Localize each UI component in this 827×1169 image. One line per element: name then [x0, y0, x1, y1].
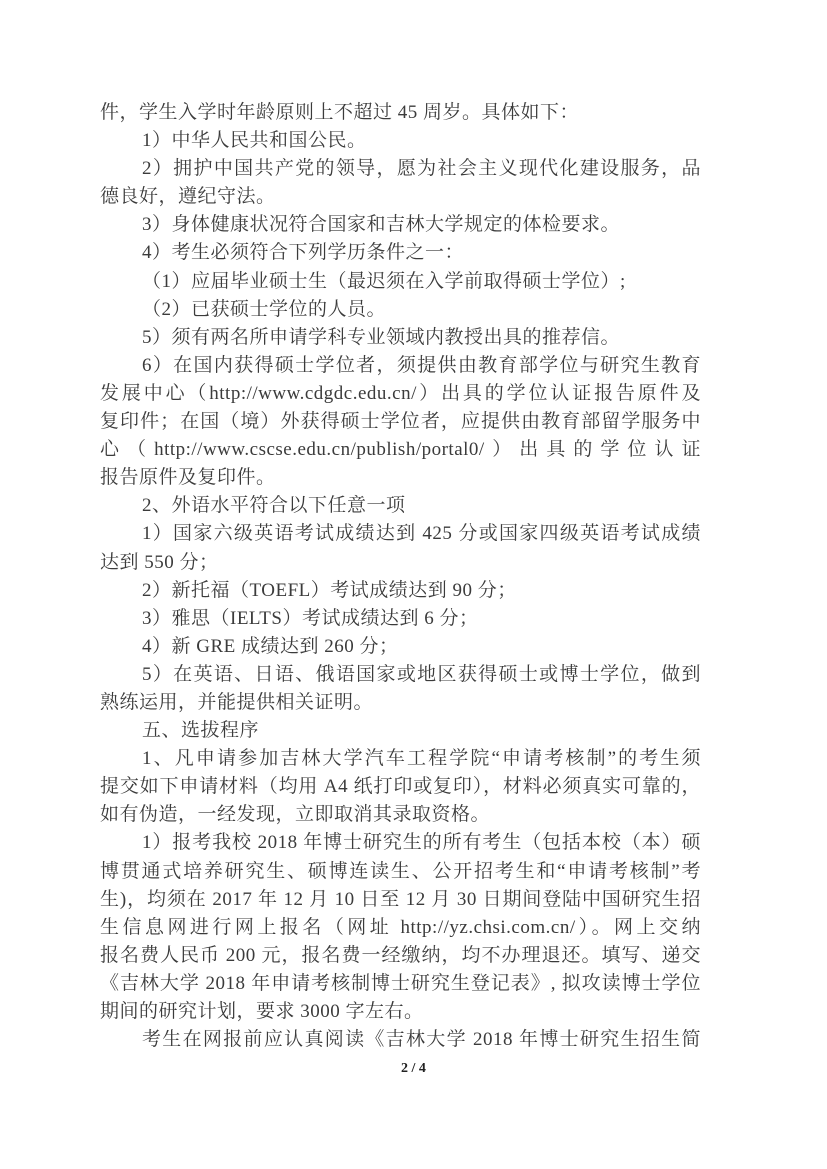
text-line: 期间的研究计划，要求 3000 字左右。 — [100, 1001, 424, 1022]
text-line: 3）身体健康状况符合国家和吉林大学规定的体检要求。 — [142, 214, 621, 236]
text-line: 如有伪造，一经发现，立即取消其录取资格。 — [100, 804, 491, 826]
text-line: 6）在国内获得硕士学位者，须提供由教育部学位与研究生教育 — [142, 354, 701, 376]
text-line: 提交如下申请材料（均用 A4 纸打印或复印），材料必须真实可靠的， — [100, 776, 701, 798]
page-number: 2 / 4 — [401, 1061, 426, 1076]
text-line: 熟练运用，并能提供相关证明。 — [100, 691, 374, 713]
text-line: 五、选拔程序 — [142, 720, 260, 742]
text-line: 4）新 GRE 成绩达到 260 分； — [142, 635, 399, 657]
text-line: 1）中华人民共和国公民。 — [142, 130, 367, 152]
text-line: 报告原件及复印件。 — [100, 467, 276, 489]
text-line: 生信息网进行网上报名（网址 http://yz.chsi.com.cn/）。网上交纳 — [100, 916, 701, 938]
text-line: 生)，均须在 2017 年 12 月 10 日至 12 月 30 日期间登陆中国研究生招 — [100, 888, 701, 910]
text-line: 5）在英语、日语、俄语国家或地区获得硕士或博士学位，做到 — [142, 663, 701, 685]
text-line: 2）拥护中国共产党的领导，愿为社会主义现代化建设服务，品 — [142, 158, 701, 180]
text-line: 1、凡申请参加吉林大学汽车工程学院“申请考核制”的考生须 — [142, 748, 701, 770]
text-line: 5）须有两名所申请学科专业领域内教授出具的推荐信。 — [142, 326, 621, 348]
text-line: 《吉林大学 2018 年申请考核制博士研究生登记表》, 拟攻读博士学位 — [100, 972, 701, 994]
text-line: 2）新托福（TOEFL）考试成绩达到 90 分； — [142, 579, 517, 601]
document-body-text — [100, 99, 701, 1054]
text-line: （2）已获硕士学位的人员。 — [142, 298, 387, 320]
text-line: 件，学生入学时年龄原则上不超过 45 周岁。具体如下： — [100, 102, 580, 123]
text-line: 4）考生必须符合下列学历条件之一： — [142, 242, 465, 264]
text-line: 发展中心（http://www.cdgdc.edu.cn/）出具的学位认证报告原件及 — [100, 382, 701, 404]
text-line: 1）国家六级英语考试成绩达到 425 分或国家四级英语考试成绩 — [142, 523, 701, 545]
text-line: 报名费人民币 200 元，报名费一经缴纳，均不办理退还。填写、递交 — [100, 944, 701, 966]
text-line: 2、外语水平符合以下任意一项 — [142, 495, 406, 517]
text-line: （1）应届毕业硕士生（最迟须在入学前取得硕士学位）; — [142, 270, 626, 292]
text-line: 复印件；在国（境）外获得硕士学位者，应提供由教育部留学服务中 — [100, 411, 701, 433]
text-line: 考生在网报前应认真阅读《吉林大学 2018 年博士研究生招生简 — [142, 1029, 701, 1051]
text-line: 心（http://www.cscse.edu.cn/publish/portal0/）出具的学位认证 — [100, 439, 701, 461]
text-line: 达到 550 分； — [100, 551, 219, 573]
text-line: 博贯通式培养研究生、硕博连读生、公开招考生和“申请考核制”考 — [100, 860, 701, 882]
text-line: 德良好，遵纪守法。 — [100, 186, 276, 208]
text-line: 3）雅思（IELTS）考试成绩达到 6 分； — [142, 607, 479, 629]
text-line: 1）报考我校 2018 年博士研究生的所有考生（包括本校（本）硕 — [142, 832, 701, 854]
